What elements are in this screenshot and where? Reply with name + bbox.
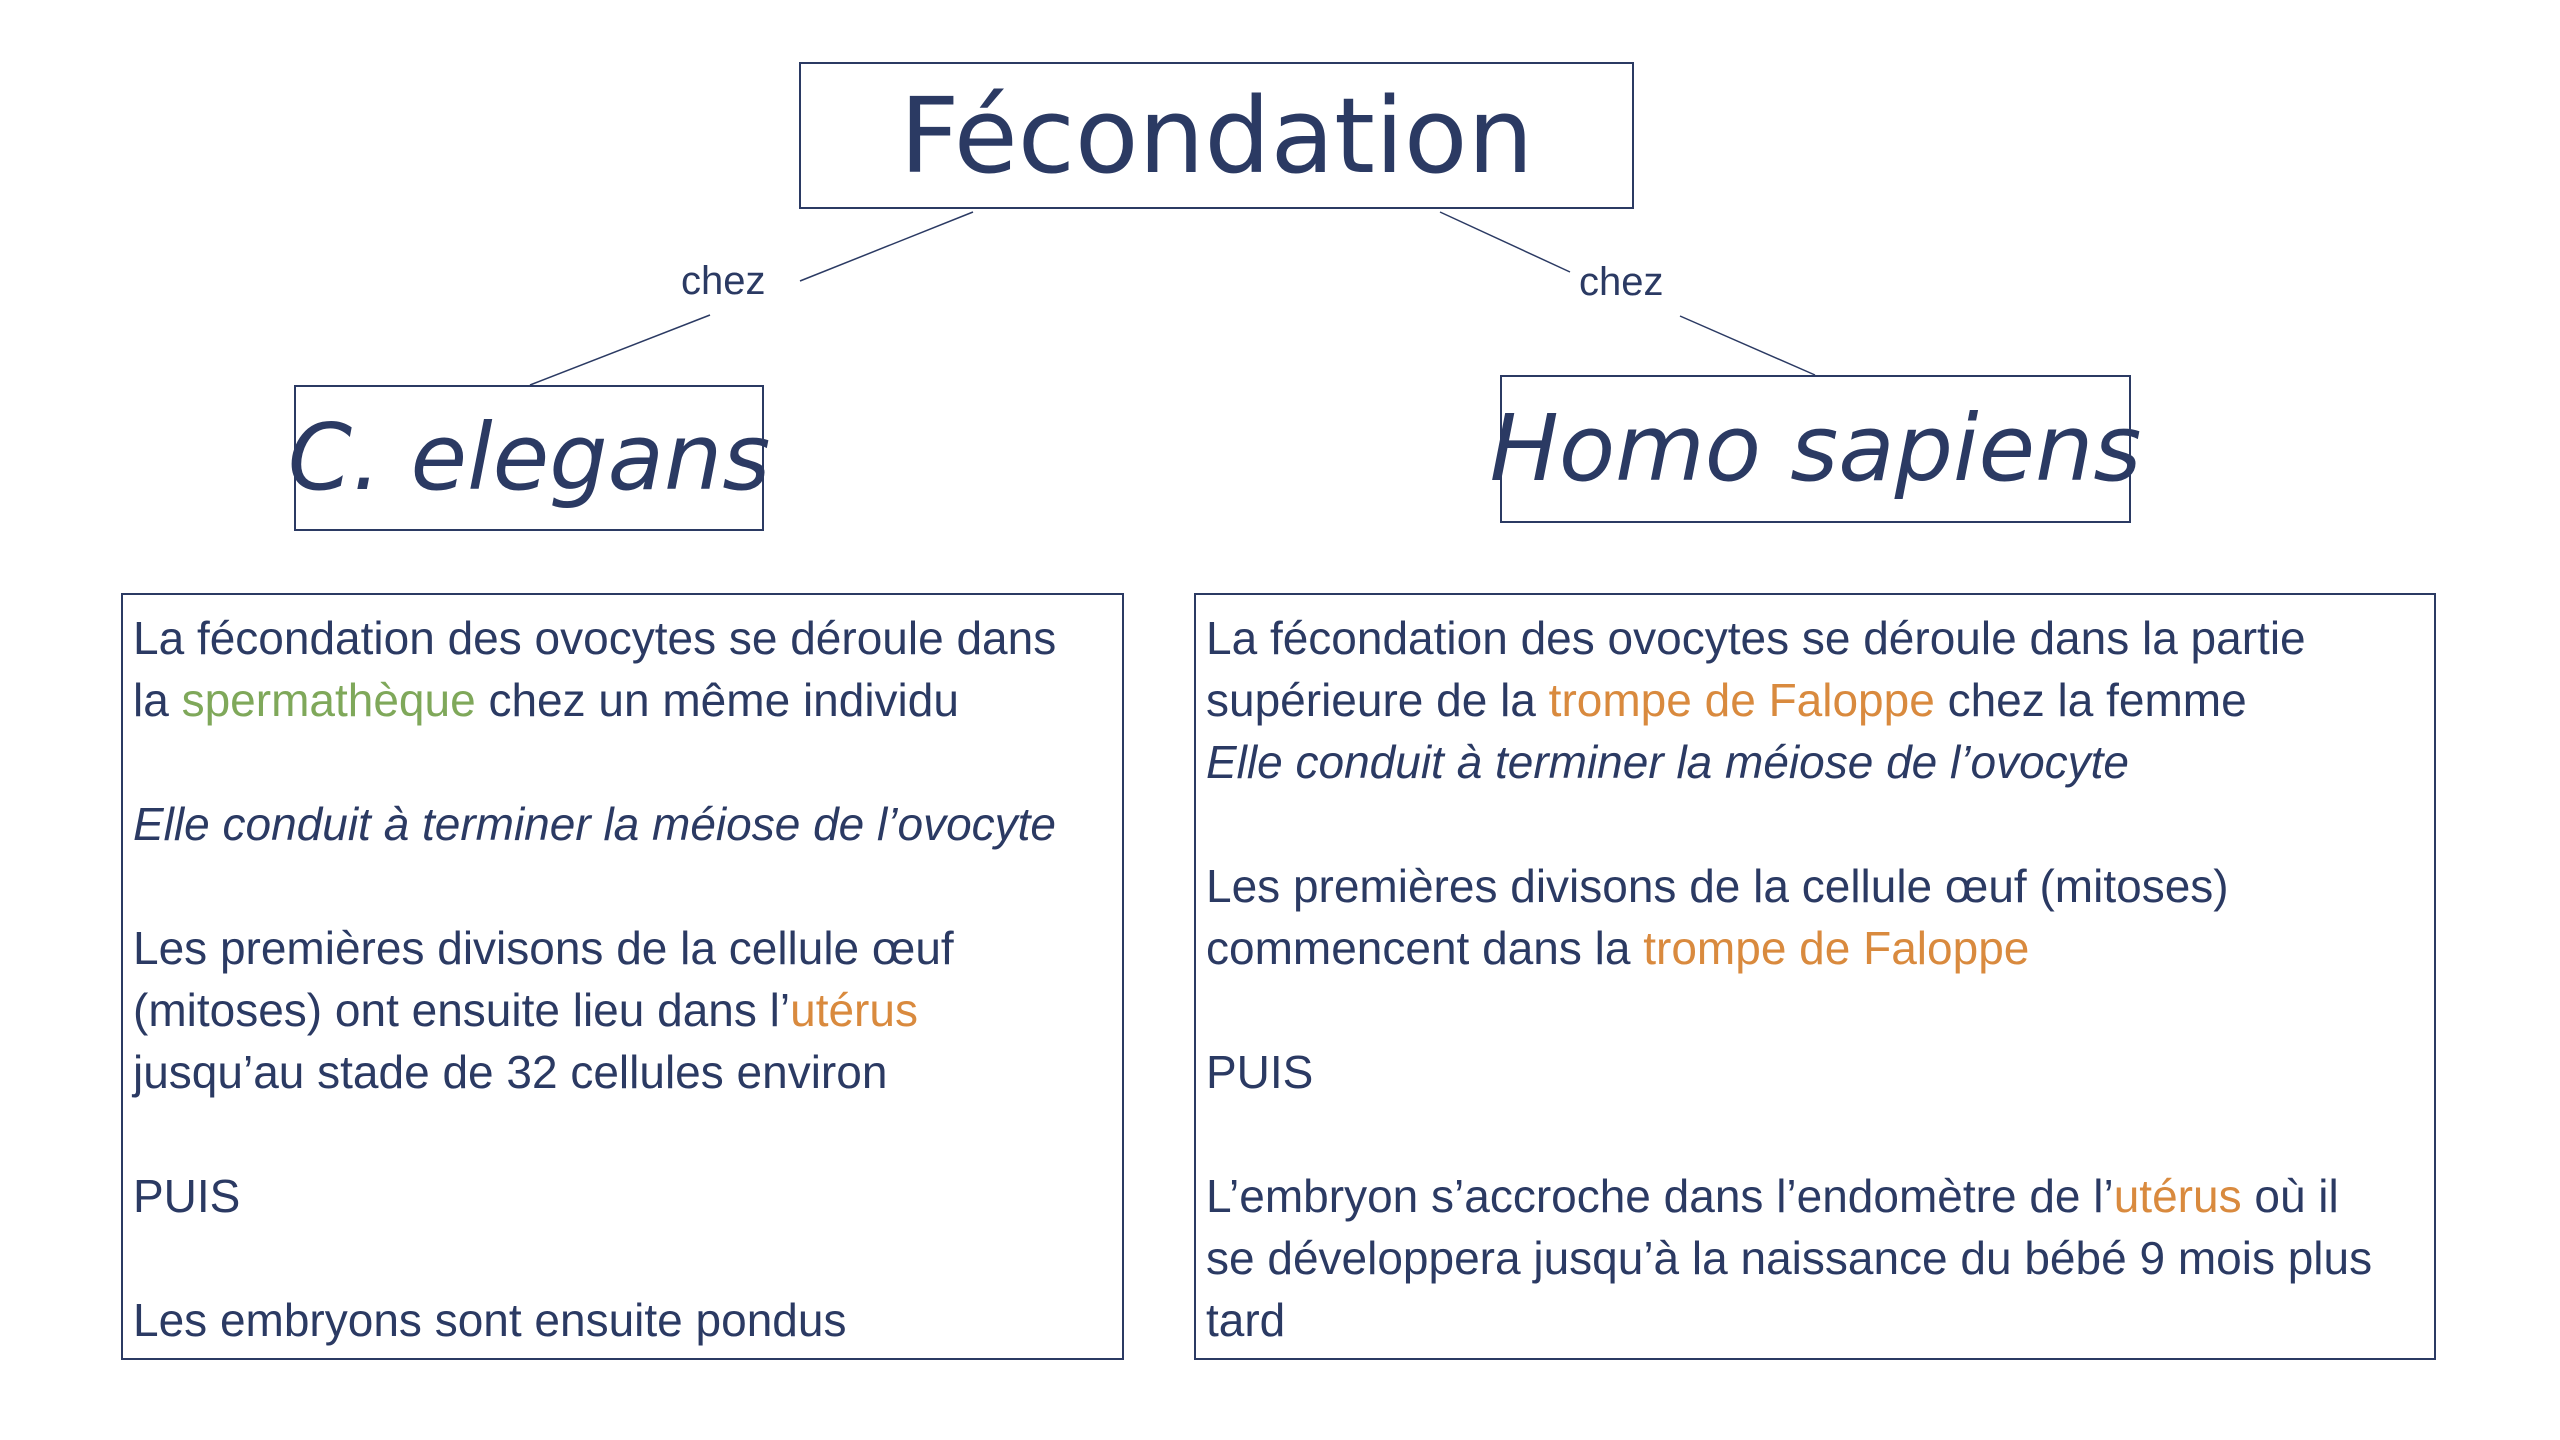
species-label-c-elegans: C. elegans	[287, 404, 771, 511]
highlight-uterus-left: utérus	[790, 984, 918, 1036]
content-panel-homo-sapiens	[1194, 593, 2436, 1360]
right-p2-line2: commencent dans la trompe de Faloppe	[1206, 922, 2030, 974]
right-p1-line1: La fécondation des ovocytes se déroule dans la partie	[1206, 612, 2306, 664]
right-p3: PUIS	[1206, 1046, 1314, 1098]
right-p4-line3: tard	[1206, 1294, 1286, 1346]
left-p3-line3: jusqu’au stade de 32 cellules environ	[133, 1046, 888, 1098]
right-p4-line2: se développera jusqu’à la naissance du bébé 9 mois plus	[1206, 1232, 2373, 1284]
left-p4: PUIS	[133, 1170, 241, 1222]
highlight-spermatheque: spermathèque	[181, 674, 476, 726]
highlight-uterus-right: utérus	[2113, 1170, 2242, 1222]
left-p1-line1: La fécondation des ovocytes se déroule dans	[133, 612, 1057, 664]
highlight-trompe-2: trompe de Faloppe	[1643, 922, 2030, 974]
left-p1-line2: la spermathèque chez un même individu	[133, 674, 959, 726]
left-p3-line2: (mitoses) ont ensuite lieu dans l’utérus	[133, 984, 918, 1036]
edge-label-right: chez	[1573, 260, 1670, 304]
left-p5: Les embryons sont ensuite pondus	[133, 1294, 847, 1346]
right-p2-line1: Les premières divisons de la cellule œuf (mitoses)	[1206, 860, 2229, 912]
right-p1-line3: Elle conduit à terminer la méiose de l’ovocyte	[1206, 736, 2130, 788]
left-p2: Elle conduit à terminer la méiose de l’ovocyte	[133, 798, 1057, 850]
title-box	[799, 62, 1634, 209]
species-box-c-elegans	[287, 385, 771, 531]
connector-title-to-right-label	[1440, 212, 1570, 272]
page-title: Fécondation	[899, 74, 1534, 197]
right-p1-line2: supérieure de la trompe de Faloppe chez la femme	[1206, 674, 2247, 726]
species-box-homo-sapiens	[1489, 375, 2142, 523]
right-p4-line1: L’embryon s’accroche dans l’endomètre de l’utérus où il	[1206, 1170, 2339, 1222]
edge-label-left: chez	[675, 259, 772, 303]
connector-right-label-to-species	[1680, 316, 1815, 375]
connector-title-to-left-label	[800, 212, 973, 281]
connector-left-label-to-species	[530, 315, 710, 385]
content-panel-c-elegans	[121, 593, 1124, 1360]
highlight-trompe-1: trompe de Faloppe	[1548, 674, 1935, 726]
species-label-homo-sapiens: Homo sapiens	[1489, 395, 2142, 502]
left-p3-line1: Les premières divisons de la cellule œuf	[133, 922, 954, 974]
